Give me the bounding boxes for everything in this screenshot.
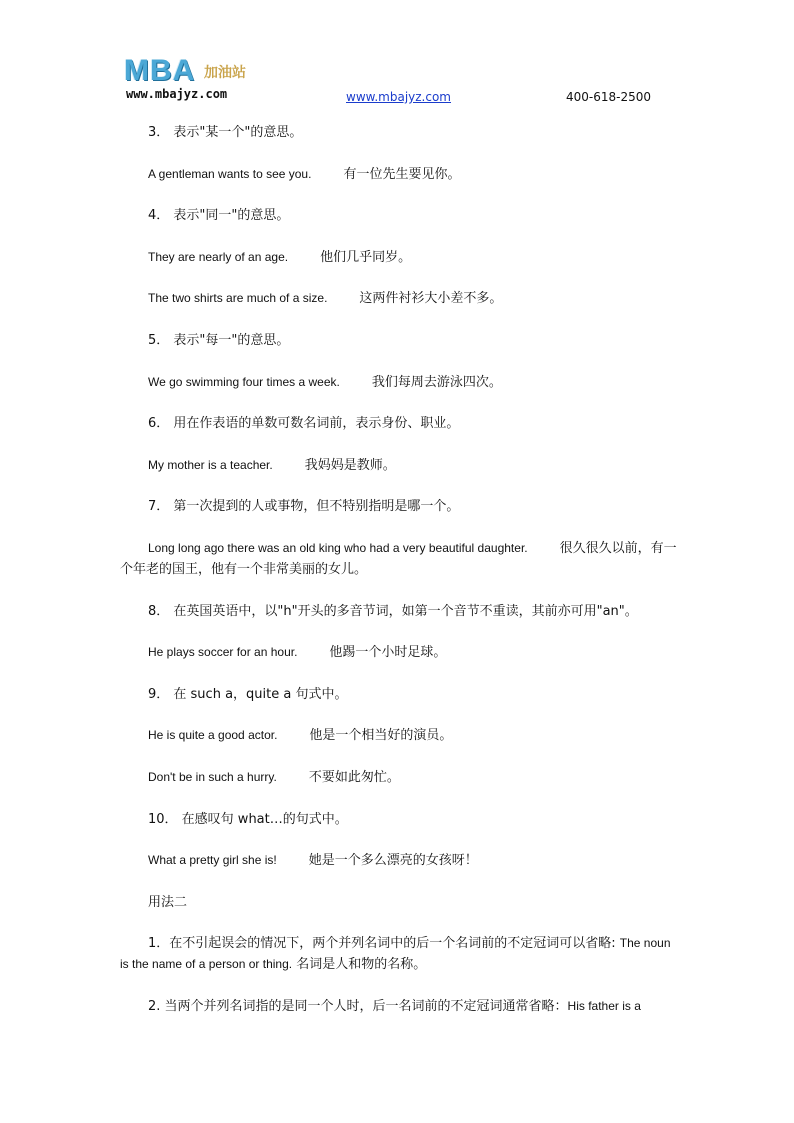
example-sentence <box>120 455 680 476</box>
example-sentence <box>120 725 680 746</box>
example-en: My mother is a teacher. <box>148 457 273 472</box>
example-cn: 我妈妈是教师。 <box>304 457 396 473</box>
example-sentence <box>120 288 680 309</box>
usage-2-item-2 <box>120 996 680 1017</box>
item-6-heading: 6． 用在作表语的单数可数名词前，表示身份、职业。 <box>148 416 460 432</box>
example-en: He plays soccer for an hour. <box>148 645 298 660</box>
example-en: The noun is the name of a person or thing. <box>120 936 671 972</box>
example-en: Long long ago there was an old king who had a very beautiful daughter. <box>148 540 528 555</box>
example-cn: 不要如此匆忙。 <box>308 769 400 785</box>
example-cn: 他们几乎同岁。 <box>320 249 412 265</box>
item-7-heading: 7． 第一次提到的人或事物，但不特别指明是哪一个。 <box>148 499 460 515</box>
example-cn: 她是一个多么漂亮的女孩呀！ <box>308 853 478 869</box>
phone-number: 400-618-2500 <box>566 90 652 104</box>
section-heading-usage-2: 用法二 <box>148 894 188 910</box>
example-en: They are nearly of an age. <box>148 249 289 264</box>
item-4-heading: 4． 表示"同一"的意思。 <box>148 208 290 224</box>
page-header <box>0 0 794 110</box>
site-link[interactable]: www.mbajyz.com <box>346 90 451 104</box>
example-en: What a pretty girl she is! <box>148 853 277 868</box>
example-en: We go swimming four times a week. <box>148 374 340 389</box>
logo-mba-text: MBA <box>124 54 196 87</box>
example-sentence <box>120 767 680 788</box>
example-cn: 这两件衬衫大小差不多。 <box>359 291 503 307</box>
logo-cn-text: 加油站 <box>204 65 246 81</box>
document-body <box>120 122 680 1037</box>
example-cn: 他是一个相当好的演员。 <box>309 728 453 744</box>
example-sentence <box>120 538 680 580</box>
example-en: Don't be in such a hurry. <box>148 769 277 784</box>
item-10-heading: 10． 在感叹句 what…的句式中。 <box>148 811 348 827</box>
usage-text: 2. 当两个并列名词指的是同一个人时，后一名词前的不定冠词通常省略： <box>148 998 568 1014</box>
item-5-heading: 5． 表示"每一"的意思。 <box>148 332 290 348</box>
example-cn: 有一位先生要见你。 <box>343 166 461 182</box>
item-9-heading: 9． 在 such a，quite a 句式中。 <box>148 686 348 702</box>
example-en: A gentleman wants to see you. <box>148 166 312 181</box>
item-3-heading: 3． 表示"某一个"的意思。 <box>148 125 303 140</box>
example-sentence <box>120 164 680 185</box>
logo-url-text: www.mbajyz.com <box>126 87 228 101</box>
example-cn: 他踢一个小时足球。 <box>329 645 447 661</box>
example-en: His father is a <box>567 998 641 1013</box>
example-sentence <box>120 372 680 393</box>
example-en: He is quite a good actor. <box>148 728 278 743</box>
item-8-heading: 8． 在英国英语中，以"h"开头的多音节词，如第一个音节不重读，其前亦可用"an"。 <box>148 603 638 619</box>
example-sentence <box>120 850 680 871</box>
usage-text: 1．在不引起误会的情况下，两个并列名词中的后一个名词前的不定冠词可以省略: <box>148 936 620 952</box>
example-cn: 名词是人和物的名称。 <box>292 957 427 973</box>
usage-2-item-1 <box>120 933 680 975</box>
example-cn: 我们每周去游泳四次。 <box>371 374 502 390</box>
example-en: The two shirts are much of a size. <box>148 291 328 306</box>
example-cn: 很久很久以前，有一个年老的国王，他有一个非常美丽的女儿。 <box>120 540 677 577</box>
mba-logo <box>124 56 264 102</box>
example-sentence <box>120 247 680 268</box>
example-sentence <box>120 642 680 663</box>
